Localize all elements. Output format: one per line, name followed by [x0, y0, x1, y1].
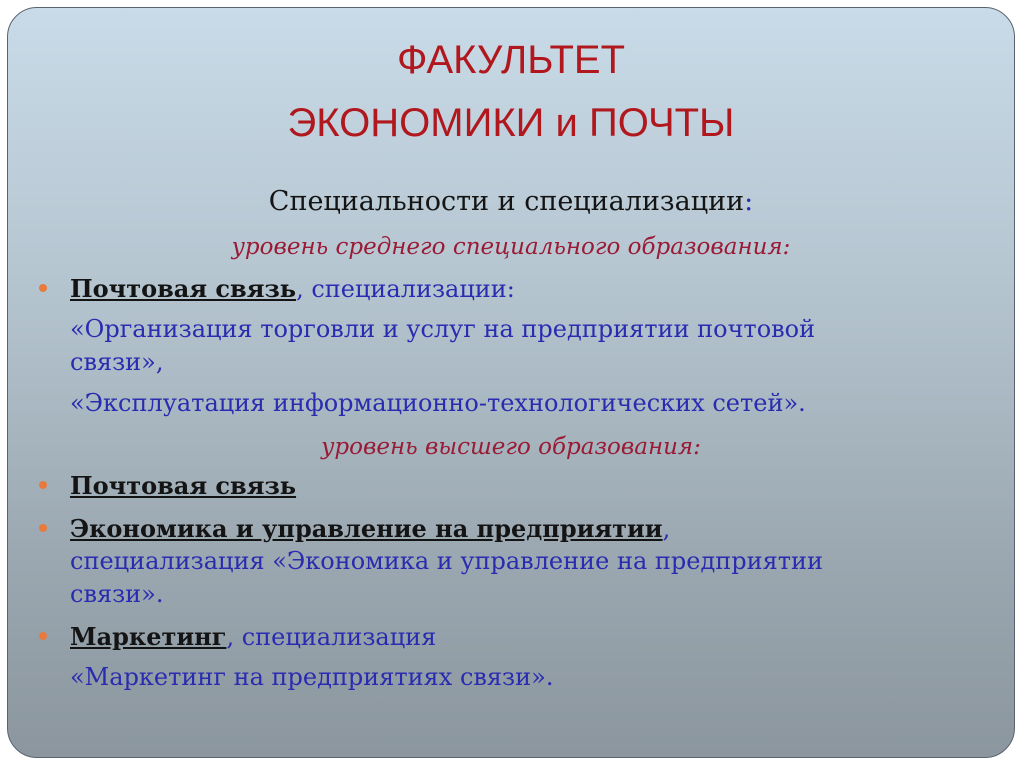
slide-subtitle — [8, 186, 1014, 217]
specialization-line: «Эксплуатация информационно-технологических сетей». — [70, 389, 806, 417]
level-secondary-heading: уровень среднего специального образования: — [231, 234, 791, 260]
list-item-postal-communication-2 — [70, 471, 296, 500]
item-bold: Маркетинг — [70, 622, 227, 651]
slide — [7, 7, 1015, 758]
item-bold: Экономика и управление на предприятии — [70, 514, 663, 543]
list-item-marketing — [70, 622, 436, 651]
specialization-line: связи», — [70, 348, 164, 376]
item-bold: Почтовая связь — [70, 471, 297, 500]
item-bold: Почтовая связь — [70, 274, 297, 303]
item-rest: , специализации: — [296, 275, 515, 303]
level-higher-heading: уровень высшего образования: — [321, 434, 701, 460]
list-item-economics-management — [70, 514, 670, 543]
item-rest: , специализация — [226, 623, 437, 651]
subtitle-text: Специальности и специализации — [268, 186, 745, 217]
slide-title-line1: ФАКУЛЬТЕТ — [396, 38, 626, 82]
bullet-dot-icon — [39, 524, 47, 532]
subtitle-colon: : — [744, 186, 754, 217]
specialization-line: «Маркетинг на предприятиях связи». — [70, 663, 554, 691]
bullet-dot-icon — [39, 481, 47, 489]
list-item-postal-communication-1 — [70, 274, 515, 303]
specialization-line: специализация «Экономика и управление на предприятии — [70, 547, 823, 575]
specialization-line: «Организация торговли и услуг на предприятии почтовой — [70, 315, 816, 343]
bullet-dot-icon — [39, 284, 47, 292]
bullet-dot-icon — [39, 632, 47, 640]
specialization-line: связи». — [70, 580, 164, 608]
slide-title-line2: ЭКОНОМИКИ и ПОЧТЫ — [287, 101, 735, 145]
item-rest: , — [662, 515, 671, 543]
